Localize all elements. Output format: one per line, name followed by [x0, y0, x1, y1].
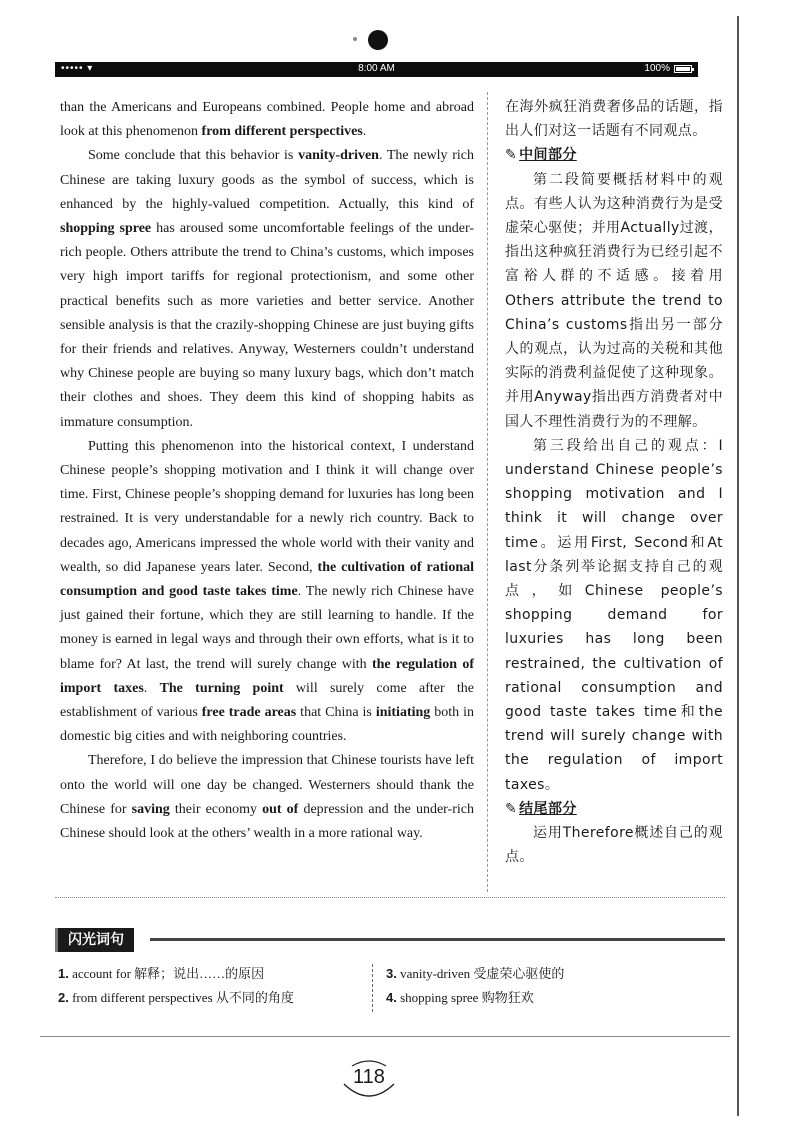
battery-indicator: [644, 63, 692, 74]
english-essay-column: [60, 96, 474, 846]
column-divider: [487, 92, 488, 892]
middle-section-heading: ✎ 中间部分: [505, 143, 723, 167]
page-edge-rule: [737, 16, 739, 1116]
pen-icon: ✎: [505, 147, 518, 164]
status-bar: [55, 62, 698, 77]
essay-paragraph: Therefore, I do believe the impression that Chinese tourists have left onto the world will one day be changed. Westerners should thank the Chinese for saving their economy out of depression and the under-rich Chinese should look at the others’ wealth in a more rational way.: [60, 753, 474, 842]
wifi-icon: ▾: [87, 63, 94, 74]
notes-paragraph-2: 第二段简要概括材料中的观点。有些人认为这种消费行为是受虚荣心驱使；并用Actually过渡，指出这种疯狂消费行为已经引起不富裕人群的不适感。接着用Others attribute the trend to China’s customs指出另一部分人的观点，认为过高的关税和其他实际的消费利益促使了这种现象。并用Anyway指出西方消费者对中国人不理性消费行为的不理解。: [505, 171, 723, 430]
page-number: 118: [338, 1058, 400, 1098]
battery-percent: 100%: [644, 63, 670, 74]
notes-paragraph-3: 第三段给出自己的观点：I understand Chinese people’s shopping motivation and I think it will change over time。运用First, Second和At last分条列举论据支持自己的观点，如Chinese people’s shopping demand for luxuries has long been restrained, the cultivation of rational consumption and good taste takes time和the trend will surely change with the regulation of import taxes。: [505, 437, 723, 793]
end-section-heading: ✎ 结尾部分: [505, 797, 723, 821]
notes-intro: 在海外疯狂消费奢侈品的话题，指出人们对这一话题有不同观点。: [505, 99, 723, 140]
camera-lens: [368, 30, 388, 50]
vocab-banner-line: [150, 938, 725, 941]
pen-icon: ✎: [505, 800, 518, 817]
content-bottom-rule: [55, 897, 725, 898]
vocab-item: 3. vanity-driven 受虚荣心驱使的: [386, 966, 565, 981]
vocab-divider: [372, 964, 373, 1012]
camera-sensor-dot: [353, 37, 357, 41]
page-frame-bottom: [40, 1036, 730, 1037]
status-time: 8:00 AM: [358, 63, 395, 74]
vocab-item: 4. shopping spree 购物狂欢: [386, 990, 534, 1005]
vocab-item: 1. account for 解释；说出……的原因: [58, 966, 265, 981]
essay-paragraph: than the Americans and Europeans combined. People home and abroad look at this phenomenon from different perspectives.: [60, 100, 474, 140]
essay-paragraph: Some conclude that this behavior is vanity-driven. The newly rich Chinese are taking luxury goods as the symbol of success, which is enhanced by the highly-valued competition. Actually, this kind of shopping spree has aroused some uncomfortable feelings of the under-rich people. Others attribute the trend to China’s customs, which imposes very high import tariffs for regional protectionism, and some other practical benefits such as more varieties and better service. Another sensible analysis is that the crazily-shopping Chinese are just buying gifts for their friends and relatives. Anyway, Westerners couldn’t understand why Chinese people are buying so many luxury bags, which don’t match their clothes and shoes. They deem this kind of shopping habits as immature consumption.: [60, 148, 474, 430]
vocab-item: 2. from different perspectives 从不同的角度: [58, 990, 294, 1005]
notes-conclusion: 运用Therefore概述自己的观点。: [505, 825, 723, 866]
signal-indicator: ••••• ▾: [61, 63, 94, 74]
chinese-notes-column: [505, 95, 723, 870]
essay-paragraph: Putting this phenomenon into the historical context, I understand Chinese people’s shopping motivation and I think it will change over time. First, Chinese people’s shopping demand for luxuries has long been restrained. It is very understandable for a newly rich country. Back to decades ago, Americans impressed the whole world with their vanity and wealth, so did Japanese years later. Second, the cultivation of rational consumption and good taste takes time. The newly rich Chinese have just gained their fortune, which they are still learning to handle. If the money is earned in legal ways and through their own efforts, what is it to blame for? At last, the trend will surely change with the regulation of import taxes. The turning point will surely come after the establishment of various free trade areas that China is initiating both in domestic big cities and with neighboring countries.: [60, 438, 475, 745]
battery-icon: [674, 65, 692, 73]
vocab-banner: 闪光词句: [55, 928, 134, 952]
